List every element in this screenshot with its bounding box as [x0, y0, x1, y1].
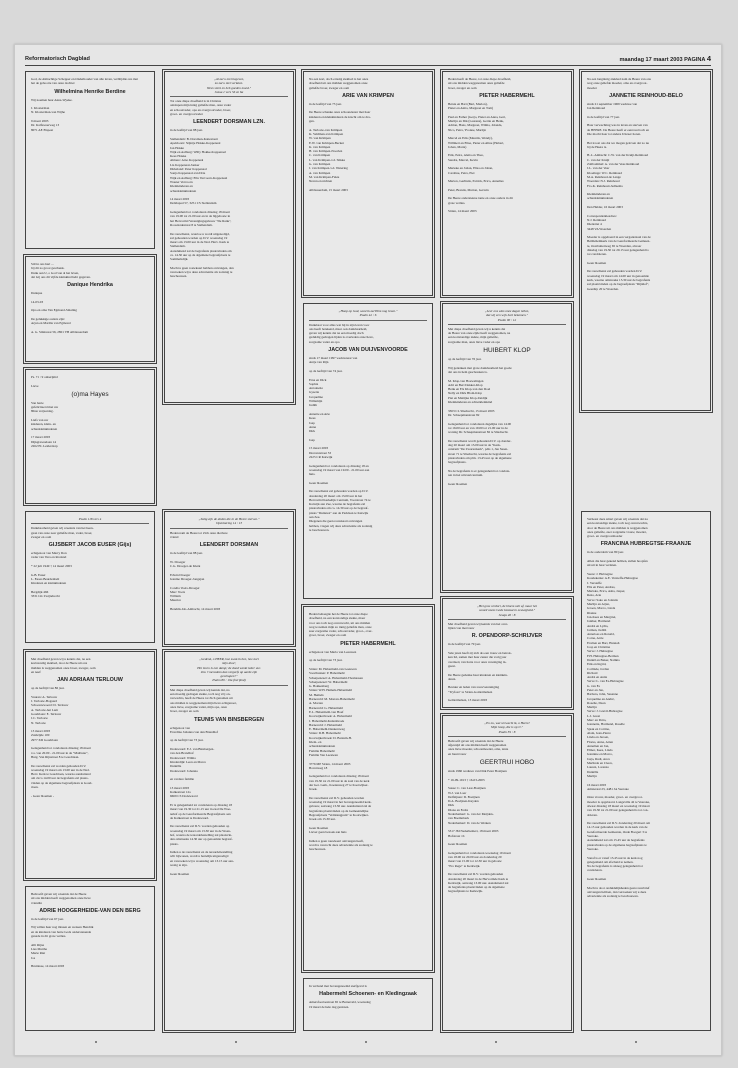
bible-quote: „En nu, wat verwacht ik, o Heere! Mijn hoop, die is op U." Psalm 39 : 8 — [448, 721, 566, 737]
announcement — [25, 651, 155, 879]
column-3 — [303, 71, 435, 1031]
announcement — [442, 303, 572, 591]
announcement-details: in de ouderdom van 80 jaar. Allen die haar gekend hebben, zullen hoopfen uit uit in haar verlaten. Veere: J. Hubregtse Koudekerke: A.E. Versteffe-Hubregtse J. Versteffe Elis en Peter, Andres, Mariska, Erica, Asha, Jasper, Rena, Arie Verve: Sako en Jolanda Marlijn en Arjan, Jeroen, Marco, Linda Rianne Jan-Kees en Margriet, Janther, Harmand André en Lydia, Jarman, Judith Anneloes en Ronald, Corne, Arrie Evelien en Bart, Hannah Joop en Christina Verve: J. Hubregtse F.H. Hubregtse-Berman Daniël en Beker, Nalikta Erik en Ingrid, Corlinde, Jordan Richard André en Anita Verve: L. van Es-Hubregtse G. van Es Peter en Jan, Barbara, John, Susanne Jacqueline en André, Roselie, Daan Martijn Verve: J. Grevil-Hubregtse L.J. Greet Marc en Petra, Jeannette, Harmand, Roselle Sjaak en Cortina, Alain, Jean-Pierre Linda en Jeroen, Florus, Anna, Arien Annelien en Jan, Elmer, Kees, Linda Jeannine en Marco, Jasja, Rudi, Anca Marlinde en Cleon, Lauren, Lorenzo Daniëlle Martijn 16 maart 2003 Amsteraal 23, 4481 JA Veeroke Onze vrouw, moeder, groot- en overgroot- moeder is opgebaard. Langeville 42 te Veeroke, alwaar dinsdag 18 maart en woensdag 19 maart van 19.30 tot 21.00 uur gelegenheid is tot con- doleren. De rouwdienst zal D.V. donderdag 20 maart om 14.15 uur gehouden worden in de kerk van de Gereformeerde Gemeente, Oude Boogert 3 te Veeroke. Aansluitend zal om 15.45 uur de begrafenis plaatsvinden op de algemene begraafplaats te Veeroke. Vanaf is er vanaf 13.45 uur in de kerk nog gelegenheid om afscheid te nemen. Na de begrafenis is alsnog gelegenheid tot condoleren. Geen bloemen Mocht u door onduidelijkheden geen rouwbrief ontvangen hebben, dan verzoeken wij u deze advertentie als zodanig te beschouwen. — [587, 550, 651, 899]
announcement-columns — [25, 71, 711, 1031]
announcement — [25, 511, 155, 643]
announcement-intro: Heden heeft de Heere, tot onze diepe droefheid, uit ons midden weggenomen onze geliefde broer, zwager en oom — [448, 77, 512, 90]
deceased-name: HUIBERT KLOP — [483, 347, 531, 355]
column-2 — [164, 71, 296, 1031]
announcement — [581, 71, 711, 411]
announcement-details: echtgenoot van Marry Don vader van Vera en Rosland * 22 juli 1949 † 14 maart 2003 G.B. Euser L. Euser-Beurdenbelt Kinderen en kleinkinderen Bergdijk 466 3331 LK Zwijndrecht — [31, 551, 72, 599]
deceased-name: GEERTRUI HOBO — [479, 759, 535, 767]
announcement-details: sinds 17 maart 1997 weduwnaar van Antje van Rijn op de leeftijd van 74 jaar. Erna en Dick Sophia Antoinette Gysette Jacqueline Willemijn Judith Annette en Arie Kees Jaap Anne Dirk Jaap 15 maart 2003 Drevenrstraat 53 2225 CR Katwijk Gelegenheid tot condoleren op dinsdag 18 en woensdag 19 maart van 19.00 - 21.00 uur aan huis. Geen bloemen De rouwdienst zal gehouden worden op D.V. donderdag 20 maart om 13.00 uur in het Hervormd Kerkelijk Centrum, Voorstraat 74 te Katwijk aan Zee, waarna de begrafenis zal plaatsvinden om ca. 14.30 uur op de begraaf- plaats "Duinrust" aan de Parklaan te Katwijk aan Zee. Diegenen die geen rouwkaart ontvangen hebben, vragen wij deze advertentie als zodanig te beschouwen. — [309, 356, 373, 532]
deceased-name: PIETER HABERMEHL — [479, 92, 535, 99]
announcement-details: in de leeftijd van 67 jaar. Wij willen haar nog missen en wensen Hendrik en de kinderen van harte Gods onderstenende genade in dit grote verlies. Alli Rijna Lies Martha Marie Riet Jos Bruinisse, 14 maart 2003 — [31, 916, 94, 969]
announcement — [25, 256, 155, 362]
announcement — [164, 511, 294, 645]
deceased-name: ARIE VAN KRIMPEN — [342, 92, 394, 99]
announcement-intro: God, de Almachtige Schepper en Onderhouder van alle leven, verblijdde ons met het de geboorte van onze dochter — [31, 77, 139, 86]
announcement-intro: Tot onze diepe droefheid is in Christus ontslapen mijn innig geliefde man, onze vader en schoonvader, opa en overgrootvader, broer, groot- en overgrootvader — [170, 99, 232, 117]
deceased-name: (o)ma Hayes — [71, 390, 109, 398]
page-label: PAGINA — [684, 57, 706, 63]
announcement-intro: Met diepe droefheid geven wij u kennis dat de Heere van onze zijde heeft weggenomen, na een kortstondige ziekte, mijn geliefde, zorgzame man, onze lieve vader en opa — [448, 326, 511, 344]
announcement — [303, 303, 433, 599]
announcement-details: in de leeftijd van 88 jaar. W. Droeger C.G. Droeger-de Klerk Edwin Droeger Jeanine Droeger-Jongejan Corelia Voets-Droeger Marc Voets William Maurice Hendrik-Ido-Ambacht, 14 maart 2003 — [170, 551, 221, 612]
newspaper-name: Reformatorisch Dagblad — [25, 56, 90, 62]
announcement — [581, 511, 711, 1031]
announcement-intro: Heden nam de Heere tot Zich onze dierbare vriend — [170, 530, 228, 539]
deceased-name: GIJSBERT JACOB EUSER (Gijs) — [48, 542, 132, 549]
announcement-details: Betsie en Bart (Bart, Marion), Pieter en Anita, Margreet en Tom) Paul en Esther (Gerjo, Pieter en Anna, Gert, Martijn en Dik (Laurens), Gertie en Henk, Adrian, Hans, Margreet, Wilma, Jolanda, Nico, Petra, Yvonne, Martijn Marcel en Erik (Maurits, Wendy), Willmert en Elise, Pieter en Aline (Hebert, Johan, Maria) Erik, Petra, Aletta en Theo, Sandra, Marcel, Kevin Marieke en Johan, Elisa en Johan, Caroline, Petra, Piet Marion, Gerlinda, Patrick, Erica, Annelies Peter, Brenda, Marion, Gerwin De Heere ondersteune tante en onze ouders in dit grote verlies. Strien, 14 maart 2003 — [448, 101, 513, 214]
deceased-name: Danique Hendrika — [67, 282, 113, 289]
bible-quote: „Gedenk, o HEER, hoe zwak ik ben, hoe kort mijn duur; Het leven is een damp; de dood wenkt ieder uur. Zou 't mensdom dan vergeefs op aarde zijn geschapen?" Psalm 89 : 19a (berijmd) — [170, 657, 288, 686]
deceased-name: Habermehl Schoenen- en Kledingzaak — [319, 991, 417, 998]
bible-quote: „Het gras verdort, de bloem valt af, maar het woord onzes Gods bestaat in eeuwigheid." Jesaja 40 : 8 — [448, 604, 566, 620]
announcement-details: op de leeftijd van 76 jaar. Wij gedenken met grote dankbaarheid het goede dat ons in hem geschonken is. M. Klop-van Hoewelingen Adri en Bert Dekker-Klop Henk en Els Klop-van den Doel Nelly en Dirk Blom-Klop Piet en Mattijke Klop-Zuidijk Kleinkinderen en achterkleinkind 3363 CL Sliedrecht, 15 maart 2003 Dr. Schaepmanstraat 82 Gelegenheid tot condoleren dagelijks van 14.00 tot 16.00 uur en van 19.00 tot 21.00 uur in de woning Dr. Schaepmanstraat 82 te Sliedrecht. De rouwdienst wordt gehouden D.V. op donder- dag 20 maart om 13.00 uur in de "Kerk- centrum "De Zwarterkerk", pdis 1, Jan Steen- straat 71 te Sliedrecht, waarna de begrafenis zal plaatsvinden om plm. 13.45 uur op de algemene begraafplaats. Na de begrafenis is er gelegenheid tot condole- ren in het uitvaartcentrum. Geen bloemen — [448, 357, 512, 486]
announcement — [303, 606, 433, 971]
announcement-details: in de leeftijd van 88 jaar. Stellendam: B. Dorsman-Kattestaart Apeldoorn: Stijntje Hokke-Koppenaal Jan Hokke Wijk en Aalburg: Willy Hokke-Koppenaal Kees Hokke Almere: Arno Koppenaal Lia Koppenaal-Jonker Dirksland: Peter Koppenaal Sonja Koppenaal-van Drie Wijk en Aalburg: Ella Vervoorn-Koppenaal Wouter Vervoorn Kleinkinderen en achterkleinkinderen 14 maart 2003 Deltdapad 57, 3251 CS Stellendam Gelegenheid tot condoleren dinsdag 18 maart van 19.00 tot 21.00 uur en in de bijgebouw in het Hervormd Verenigingsgebouw "De Rank", Roosdonkstraat 8 te Stellendam. De rouwdienst, waartoe u wordt uitgenodigd, zal gehouden worden op D.V. woensdag 19 maart om 13.00 uur in de Ned. Herv. Kerk te Stellendam. Aansluitend zal de begrafenis plaatsvinden om ca. 14.30 uur op de algemene begraafplaats te Sommelsdijk. Mocht u geen rouwkaart hebben ontvangen, dan verzoeken wij u deze advertentie als zodanig te beschouwen. — [170, 128, 234, 279]
announcement — [442, 598, 572, 708]
deceased-name: ADRIE HOOGERHEIDE-VAN DEN BERG — [39, 907, 141, 914]
announcement-details: Wij noemen haar Anna-Wyeke. J. Klosterman N. Klosterman-van Wijhe 9 maart 2003 Dr. Kalfsweerweg 13 8071 AE Elspeet — [31, 97, 73, 132]
deceased-name: PIETER HABERMEHL — [340, 640, 396, 647]
announcement-intro: In verband met bovengenoemd sterfgeval is — [309, 984, 367, 988]
announcement-details: sinds 1960 weduwe van Dirk Peter Bozijnen * 16-09-1913 † 16-03-2003 Susse: C. van Laar-Bozijnen W.J. van Laar Delfzijnen: D. Bozijnen D.A. Bozijnen-Kuyden Dirk Diana en Fedra Nederhemert: G. van der Meijden- van Boemnberk Nederhemert: D. van de Werken 5317 JM Nederhemert, 18 maart 2003 Hofstraat 1b Geen bloemen Gelegenheid tot condoleren woensdag 19 maart van 18.00 tot 20.00 uur en donderdag 20 maart van 15.00 tot 12.30 uur in gebouw "Pro Rege" te Kerkwijk. De rouwdienst zal D.V. worden gehouden donderdag 20 maart in de Hervormde Kerk te Kerkwijk, aanvang 13.00 uur. Aansluitend zal de begrafenis plaatsvinden op de algemene begraafplaats te Kerkwijk. — [448, 769, 511, 894]
announcement-intro: Met droefheid geven wij kennis van het over- lijden van mevrouw — [448, 621, 509, 631]
deceased-name: FRANCINA HUBREGTSE-FRAANJE — [600, 541, 692, 548]
announcement — [442, 71, 572, 296]
deceased-name: JANNETIE REINHOUD-BELO — [609, 92, 683, 99]
bible-quote: „Leer ons alzo onze dagen tellen, dat wij een wijs hart bekomen." Psalm 90 : 12 — [448, 309, 566, 325]
announcement-intro: Heden behaagde het de Heere tot onze diepe droefheid, na een korstondige ziekte, maar voor ons toch nog onverwacht, uit ons midden weg te nemen mijn zo innig geliefde man, onze zeer zorgzame vader, schoonvader, groot-, over- groot, broer, zwager en oom — [309, 612, 373, 638]
page-header — [25, 53, 711, 66]
deceased-name: Wilhelmina Henrike Berdine — [54, 88, 126, 95]
bible-quote: „Hoop op God, want ik zal Hem nog loven." Psalm 42 : 6 — [309, 309, 427, 321]
announcement-intro: Stil in ons hart ... bij dit zo groot geschenk. Dank aan U, o God van al het leven, dat Gij ons dit vijfde kleinkind hebt gegeven. — [31, 262, 91, 279]
announcement-details: Danique 14-03-03 Opa en oma Van Egmond-Smaling De gelukkige ouders zijn: Arjan en Marilia van Egmond A. G. Smitsraat 56, 2801 VB Alblasserdam — [31, 291, 88, 334]
announcement — [303, 71, 433, 296]
bible-quote: „Al zal u niet begeven, zo zal u niet verlaten. Wees sterk en heb goeden moed." Jozua 1 vers 5b en 6a — [170, 77, 288, 97]
announcement — [25, 71, 155, 249]
column-1 — [25, 71, 157, 1031]
announcement-intro: Dankbaar voor alles wat hij in zijn leven voor ons heeft betekend, maar ook dankbaarheid, geven wij kennis dat na een moedig doch geduldig gedragen lijden is overleden onze lieve, zorgzame vader en opa — [309, 322, 374, 344]
announcement — [164, 71, 294, 403]
bible-quote: Psalm 118 vers 4 — [31, 517, 149, 524]
bible-quote: „Zalig zijn de doden die in de Heere sterven." Openbaring 14 : 13 — [170, 517, 288, 529]
page-number: 4 — [706, 54, 711, 63]
column-4 — [442, 71, 574, 1031]
deceased-name: TEUNIS VAN BINSBERGEN — [194, 716, 264, 723]
page-date-and-number — [619, 53, 711, 66]
deceased-name: JACOB VAN DUIJVENVOORDE — [328, 347, 408, 354]
announcement-intro: Met droefheid geven wij u kennis dat, na een kortstondig ziekbed, door de Heere uit ons midden is weggenomen onze broer, zwager, oom en neef — [31, 657, 96, 674]
announcement — [303, 978, 433, 1031]
column-5 — [581, 71, 713, 1031]
deceased-name: JAN ADRIAAN TERLOUW — [57, 677, 123, 684]
announcement-intro: Verheest deze smart geven wij u kennis dat na een korstondige ziekte, toch nog onverwachts, door de Heere uit ons midden is weggenomen onze geliefde, zeer zorgzame vrouw, moeder, groot- en overgrootmoeder — [587, 517, 649, 539]
announcement-details: op de leeftijd van 86 jaar. Vuuren: A. Terlouw J. Terlouw-Bogaard Schoonrewoerd: D. Terlouw A. Terlouw-het Lam Goudriaan: E. Terlouw J.C. Terlouw N. Terlouw 13 maart 2003 Zuidzijde 100 2977 XD Goudriaan Gelegenheid tot condoleren dinsdag 18 maart v.a. van 20.00 - 21.00 uur in de "Maltlater", Burg. Van Rijnstraat 8 te Goudriaan. De rouwdienst zal worden gehouden D.V. woensdag 19 maart om 13.00 uur in de Ned. Herv. Kerk te Goudriaan, waarna aansluitend om circa 14.00 uur de begrafenis zal plaats- vinden op de algemene begraafplaats te Goud- riaan. - Geen bloemen - — [31, 686, 93, 798]
announcement-intro: Met diepe droefheid geven wij kennis dat, na een moedig gedragen ziekte, toch nog vrij on- verwachts, heeft de Heere tot Zich genomen uit ons midden is weggenomen mijn lieve echtgenoot, onze lieve, zorgzame vader, mijn opa, onze broer, zwager en oom — [170, 687, 237, 714]
page-date: maandag 17 maart 2003 — [619, 57, 683, 63]
announcement-details: Amersfoortsestraat 65 te Barneveld, woensdag 19 maart de hele dag gesloten. — [309, 1000, 371, 1009]
announcement-intro: Bedroefd geven wij u kennis dat de Heere afgesnijd uit ons midden heeft weggenomen onze lieve moeder, schoonmoeder, oma, tante en buurvrouw — [448, 738, 509, 756]
announcement-details: in de leeftijd van 73 jaar. De Heere schenke onze schoonzuster met haar kinderen en kleinkinderen de kracht om te dra- gen. A. Terlouw-van Krimpen K. Veldman-van Krimpen W. van Krimpen E.W. van Krimpen-Becker K. van Krimpen H. van Krimpen-Noorlen C. van Krimpen L. van Krimpen-v.d. Stikke G. van Krimpen J. van Krimpen-v.d. Wetering A. van Krimpen M. van Krimpen-Faleu Neven en nichten Alblasserdam, 15 maart 2003 — [309, 101, 371, 192]
announcement-intro: Na een langdurig ziekbed nam de Heere van ons weg onze geliefde moeder, oma en overgroot- moeder — [587, 77, 651, 90]
announcement-intro: Bedroefd geven wij u kennis dat de Heere uit ons midden heeft weggenomen onze lieve vriendin — [31, 892, 91, 905]
announcement-details: echtgenoot van Everdina Johanna van den Brandhof op de leeftijd van 73 jaar. Dodewaard: E.J. van Binsbergen- van den Brandhof Dodewaard: Wilma Kinderdijk: Leon en Marco Daniëlle Dodewaard: Johanna en verdere familie 13 maart 2003 Kalkestraat 12a 6669 CS Dodewaard Er is gelegenheid tot condoleren op dinsdag 18 maart van 19.30 tot 21.15 uur in zaal De Woe- nehof op de Gereformeerde Begraafplaats aan de Kalkestraat te Dodewaard. De rouwdienst zal D.V. worden gehouden op woensdag 19 maart om 13.30 uur in de Woen- hof, waarna de teraardebestelling zal plaatsvin- den omstreeks 14.30 uur op genoemde begraaf- plaats. Indien u de rouwdienst en de teraardebestelling wilt bijwonen, wordt u hartelijk uitgenodigd en verzoeken wij u woensdag om 13.15 uur aan- wezig te zijn. Geen bloemen — [170, 725, 234, 876]
announcement-intro: Dankbaarheid geven wij u kennis van het heen- gaan van onze zeer geliefde man, vader, broer, zwager en oom — [31, 526, 94, 539]
announcement — [164, 651, 294, 1031]
announcement — [442, 715, 572, 1031]
deceased-name: LEENDERT DORSMAN LZN. — [193, 119, 265, 126]
announcement-intro: Na een kort, doch ernstig ziekbed is het onze droefheid uit ons midden weggenomen onze geliefde broer, zwager en oom — [309, 77, 369, 90]
deceased-name: LEENDERT DORSMAN — [199, 542, 259, 549]
announcement-intro: Ps. 71 : 9 onberijmd Lieve — [31, 375, 58, 388]
announcement-details: sinds 21 september 1969 weduwe van Jan Reinhoud in de leeftijd van 77 jaar. Haar verwachting was in leven en sterven van de HEERE. De Heere heeft er eenvoud toch en Die mocht haar tot andere Uitzeer horen. Het troost ons dat we mogen geloven dat zo nu bij de Heere is. H.-I.-Ambacht: C.W. van der Kruijt-Reinhoud C. van der Kruijt Zaltbommel: A. van der Veer-Reinhoud J.L. van der Veer Kloetinge: W.C. Reinhoud M.A. Reinhoud-de Lange Woerden: N.J. Reinhoud F.G.K. Reinhoud-Jedlsema Kleinkinderen en achterkleinkinderen Den Helder, 16 maart 2003 Correspondentieadres: N.J. Reinhoud Diederiet 4 3448 VA Woerden Moeder is opgebaard in een vergaderzaal van de Bethlehemkerk van de Gereformeerde Gemeen- te, Oostbuitenweg 65 te Woerden, alwaar dinsdag van 19.30 tot 20.15 uur gelegenheid is tot condoleren. Geen bloemen De rouwdienst zal gehouden worden D.V. woensdag 19 maart om 14.00 uur in genoemde kerk, waarna omstreeks 15.30 uur de begrafenis zal plaatsvinden op de begraafplaats "Rijnhof", Geeslirp 20 te Woerden. — [587, 101, 651, 291]
announcement — [25, 369, 155, 504]
announcement-details: Van harte gefeliciteerd met uw 80ste verjaardag. Liefs van uw kinderen, klein- en achterkleinkinderen 17 maart 2003 Dijkgraweelaan 14 2262 EL Leiderdorp — [31, 400, 59, 448]
announcement — [25, 886, 155, 1031]
deceased-name: R. OPENDORP-SCHRIJVER — [471, 633, 543, 640]
footer-marks — [15, 1041, 721, 1045]
announcement-details: in de leeftijd van 79 jaar. Vele jaren heeft zij zich als een trouw en betrok- ken lid, samen met haar zuster die vorig jaar overleed, van harte voor onze vereniging in- gezet. De Heere gedenke haar kinderen en kleinkin- deren. Bestuur en leden van rouwverenniging "Tryfosa" te Strien-Goidermalsen Geldermalsen, 13 maart 2003 — [448, 642, 512, 703]
announcement-details: echtgenoot van Maria van Leeuwen op de leeftijd van 73 jaar. Strien: M. Habermehl-van Leeuwen Voorthuizen: P. Habermehl Scherpenzeel: A. Habermehl-Thomassen Scherpenzeel: W. Habermehl G. Bokkenberg Strien: W.H. Hemels-Habermehl M. Hemels Barneveld: M. Morren-Habermehl A. Morren Barneveld: G. Habermehl E.L. Habermehl-van Hoef Kootwijkerbroek: A. Habermehl J. Habermehl-Kuttenbroek Barneveld: J. Habermehl E. Habermehl-Denkersweg Strien: D.H. Habermehl Kootwijkerbroek: D. Bantam-H. Klein- en achterkleinkinderen Familie Habermehl Familie Van Leeuwen 3776 MP Strien, 14 maart 2003 Bovenweg 18 Gelegenheid tot condoleren dinsdag 18 maart van 19.30 tot 21.00 uur in de zaal van de kerk der Ger. Gem., Koeienweg 27 te Kootwijker- broek. De rouwdienst zal D.V. gehouden worden woensdag 19 maart in het bovengenoemd kerk- gebouw, aanvang 13.30 uur. Aansluitend zal de begrafenis plaatsvinden op de Gemeentelijke Begraafplaats "Veldzangpuin" te Kootwijker- broek om 15.30 uur. Geen bloemen Liever geen bezoek aan huis Indien u geen rouwkaart ontvangen heeft, wordt u verzocht deze advertentie als zodanig te beschouwen. — [309, 649, 373, 852]
newspaper-page — [14, 44, 722, 1056]
